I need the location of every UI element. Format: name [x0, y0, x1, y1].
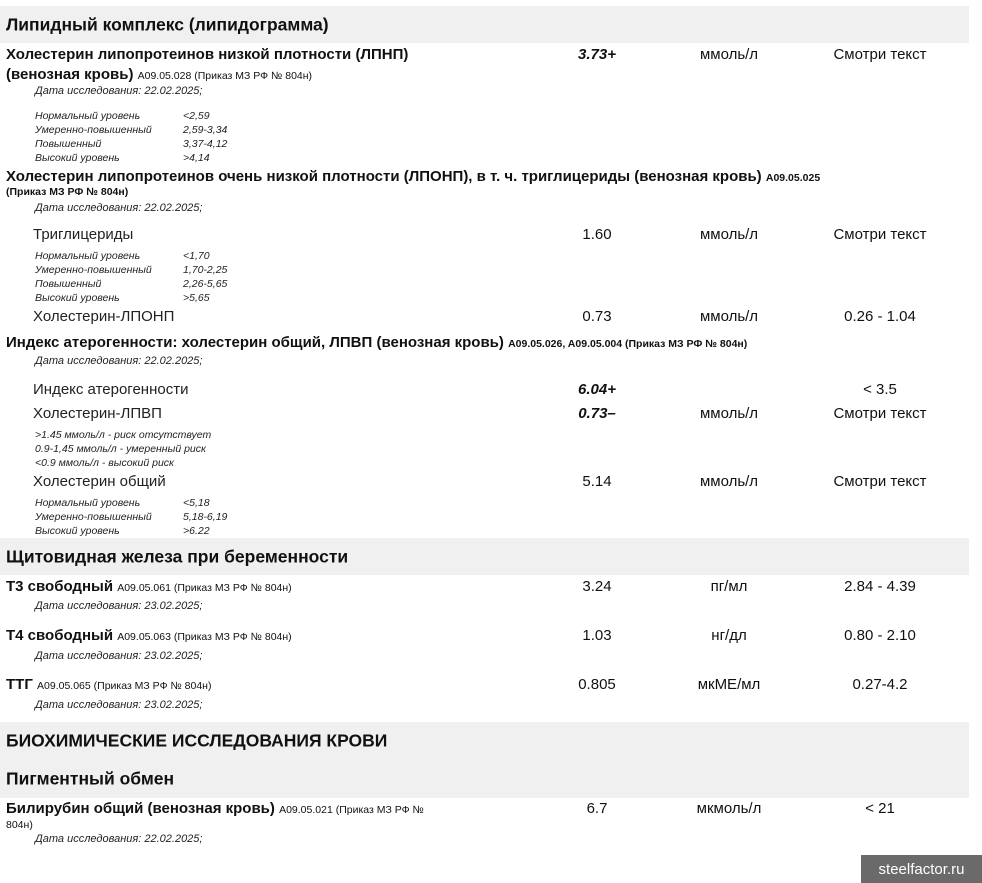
reference-row — [35, 151, 227, 165]
test-name-line: (венозная кровь) — [6, 66, 134, 83]
test-unit: ммоль/л — [699, 46, 759, 63]
reference-row — [35, 510, 227, 524]
test-date: Дата исследования: 22.02.2025; — [35, 202, 203, 214]
reference-value: 3,37-4,12 — [183, 138, 228, 150]
test-code: A09.05.025 — [765, 172, 821, 184]
reference-label: Нормальный уровень — [35, 497, 141, 509]
section-header-thyroid — [0, 538, 969, 575]
reference-row — [35, 277, 227, 291]
section-title: Липидный комплекс (липидограмма) — [6, 14, 329, 34]
reference-row — [35, 123, 227, 137]
reference-value: >5,65 — [183, 292, 210, 304]
reference-table — [35, 249, 227, 305]
test-name-bilirubin — [6, 800, 424, 817]
reference-value: >4,14 — [183, 152, 210, 164]
test-value: 0.73– — [578, 405, 616, 422]
reference-row — [35, 109, 227, 123]
test-value: 6.7 — [586, 800, 608, 817]
reference-value: 2,26-5,65 — [183, 278, 228, 290]
watermark: steelfactor.ru — [861, 855, 982, 883]
reference-note: <0.9 ммоль/л - высокий риск — [35, 457, 175, 469]
reference-table — [35, 496, 227, 538]
reference-row — [35, 263, 227, 277]
test-value: 6.04+ — [578, 381, 616, 398]
test-code: A09.05.028 (Приказ МЗ РФ № 804н) — [137, 70, 313, 82]
test-value: 1.60 — [582, 226, 612, 243]
test-name-ldl-line2 — [6, 66, 312, 83]
subtest-name-atherogenic-index: Индекс атерогенности — [33, 381, 189, 398]
test-range: 0.27-4.2 — [852, 676, 908, 693]
test-range: 0.80 - 2.10 — [844, 627, 916, 644]
test-name-t3 — [6, 578, 292, 595]
test-code: A09.05.065 (Приказ МЗ РФ № 804н) — [37, 680, 212, 692]
reference-label: Повышенный — [35, 278, 102, 290]
reference-label: Умеренно-повышенный — [35, 124, 152, 136]
reference-label: Высокий уровень — [35, 292, 120, 304]
test-name-line: Холестерин липопротеинов очень низкой плотности (ЛПОНП), в т. ч. триглицериды (венозная кровь) — [6, 168, 762, 185]
section-header-biochem — [0, 722, 969, 798]
test-unit: ммоль/л — [699, 405, 759, 422]
test-name-atherogenic — [6, 334, 747, 351]
test-range: Смотри текст — [833, 226, 927, 243]
test-value: 0.73 — [582, 308, 612, 325]
reference-label: Повышенный — [35, 138, 102, 150]
reference-row — [35, 249, 227, 263]
test-range: 0.26 - 1.04 — [844, 308, 916, 325]
test-code: A09.05.063 (Приказ МЗ РФ № 804н) — [117, 631, 292, 643]
subtest-name-vldl-cholesterol: Холестерин-ЛПОНП — [33, 308, 175, 325]
test-name-line: Индекс атерогенности: холестерин общий, ЛПВП (венозная кровь) — [6, 334, 504, 351]
reference-row — [35, 137, 227, 151]
subsection-title: Пигментный обмен — [6, 768, 175, 789]
test-date: Дата исследования: 22.02.2025; — [35, 833, 203, 845]
test-date: Дата исследования: 23.02.2025; — [35, 600, 203, 612]
subtest-name-total-cholesterol: Холестерин общий — [33, 473, 166, 490]
test-name-ttg — [6, 676, 211, 693]
reference-table — [35, 109, 227, 165]
test-range: < 21 — [865, 800, 895, 817]
test-unit: ммоль/л — [699, 473, 759, 490]
reference-row — [35, 496, 227, 510]
subtest-name-triglycerides: Триглицериды — [33, 226, 134, 243]
test-name-ldl — [6, 46, 408, 63]
reference-label: Высокий уровень — [35, 152, 120, 164]
test-unit: мкМЕ/мл — [697, 676, 761, 693]
test-value: 0.805 — [578, 676, 616, 693]
section-title: БИОХИМИЧЕСКИЕ ИССЛЕДОВАНИЯ КРОВИ — [6, 730, 388, 751]
test-range: Смотри текст — [833, 46, 927, 63]
reference-label: Нормальный уровень — [35, 110, 141, 122]
reference-row — [35, 291, 227, 305]
test-code: A09.05.026, A09.05.004 (Приказ МЗ РФ № 804н) — [508, 338, 748, 350]
test-code-line2: 804н) — [6, 819, 33, 831]
reference-label: Высокий уровень — [35, 525, 120, 537]
test-range: Смотри текст — [833, 405, 927, 422]
test-value: 3.73+ — [578, 46, 616, 63]
reference-value: 1,70-2,25 — [183, 264, 228, 276]
reference-value: <2,59 — [183, 110, 210, 122]
test-date: Дата исследования: 22.02.2025; — [35, 85, 203, 97]
subtest-name-hdl: Холестерин-ЛПВП — [33, 405, 162, 422]
test-name-t4 — [6, 627, 292, 644]
test-unit: нг/дл — [711, 627, 747, 644]
section-title: Щитовидная железа при беременности — [6, 546, 349, 566]
reference-row — [35, 524, 227, 538]
test-name-line: Холестерин липопротеинов низкой плотности (ЛПНП) — [6, 46, 409, 63]
test-unit: ммоль/л — [699, 308, 759, 325]
test-unit: ммоль/л — [699, 226, 759, 243]
reference-value: <5,18 — [183, 497, 210, 509]
test-code: A09.05.061 (Приказ МЗ РФ № 804н) — [117, 582, 292, 594]
test-value: 5.14 — [582, 473, 612, 490]
test-name-line: Т3 свободный — [6, 578, 114, 595]
reference-value: 5,18-6,19 — [183, 511, 228, 523]
test-date: Дата исследования: 23.02.2025; — [35, 699, 203, 711]
test-name-line: Т4 свободный — [6, 627, 114, 644]
reference-value: >6.22 — [183, 525, 210, 537]
test-value: 3.24 — [582, 578, 612, 595]
reference-note: >1.45 ммоль/л - риск отсутствует — [35, 429, 212, 441]
test-range: 2.84 - 4.39 — [844, 578, 916, 595]
test-value: 1.03 — [582, 627, 612, 644]
test-code: A09.05.021 (Приказ МЗ РФ № — [279, 804, 424, 816]
test-date: Дата исследования: 23.02.2025; — [35, 650, 203, 662]
test-unit: пг/мл — [710, 578, 748, 595]
test-name-vldl — [6, 168, 820, 185]
reference-label: Нормальный уровень — [35, 250, 141, 262]
test-range: < 3.5 — [863, 381, 897, 398]
test-range: Смотри текст — [833, 473, 927, 490]
test-unit: мкмоль/л — [696, 800, 762, 817]
test-name-line: Билирубин общий (венозная кровь) — [6, 800, 275, 817]
reference-note: 0.9-1,45 ммоль/л - умеренный риск — [35, 443, 206, 455]
test-date: Дата исследования: 22.02.2025; — [35, 355, 203, 367]
test-name-line: ТТГ — [6, 676, 33, 693]
reference-notes — [35, 428, 211, 470]
section-header-lipid — [0, 6, 969, 43]
reference-value: 2,59-3,34 — [183, 124, 228, 136]
test-code-line2: (Приказ МЗ РФ № 804н) — [6, 186, 129, 198]
reference-value: <1,70 — [183, 250, 210, 262]
reference-label: Умеренно-повышенный — [35, 511, 152, 523]
reference-label: Умеренно-повышенный — [35, 264, 152, 276]
